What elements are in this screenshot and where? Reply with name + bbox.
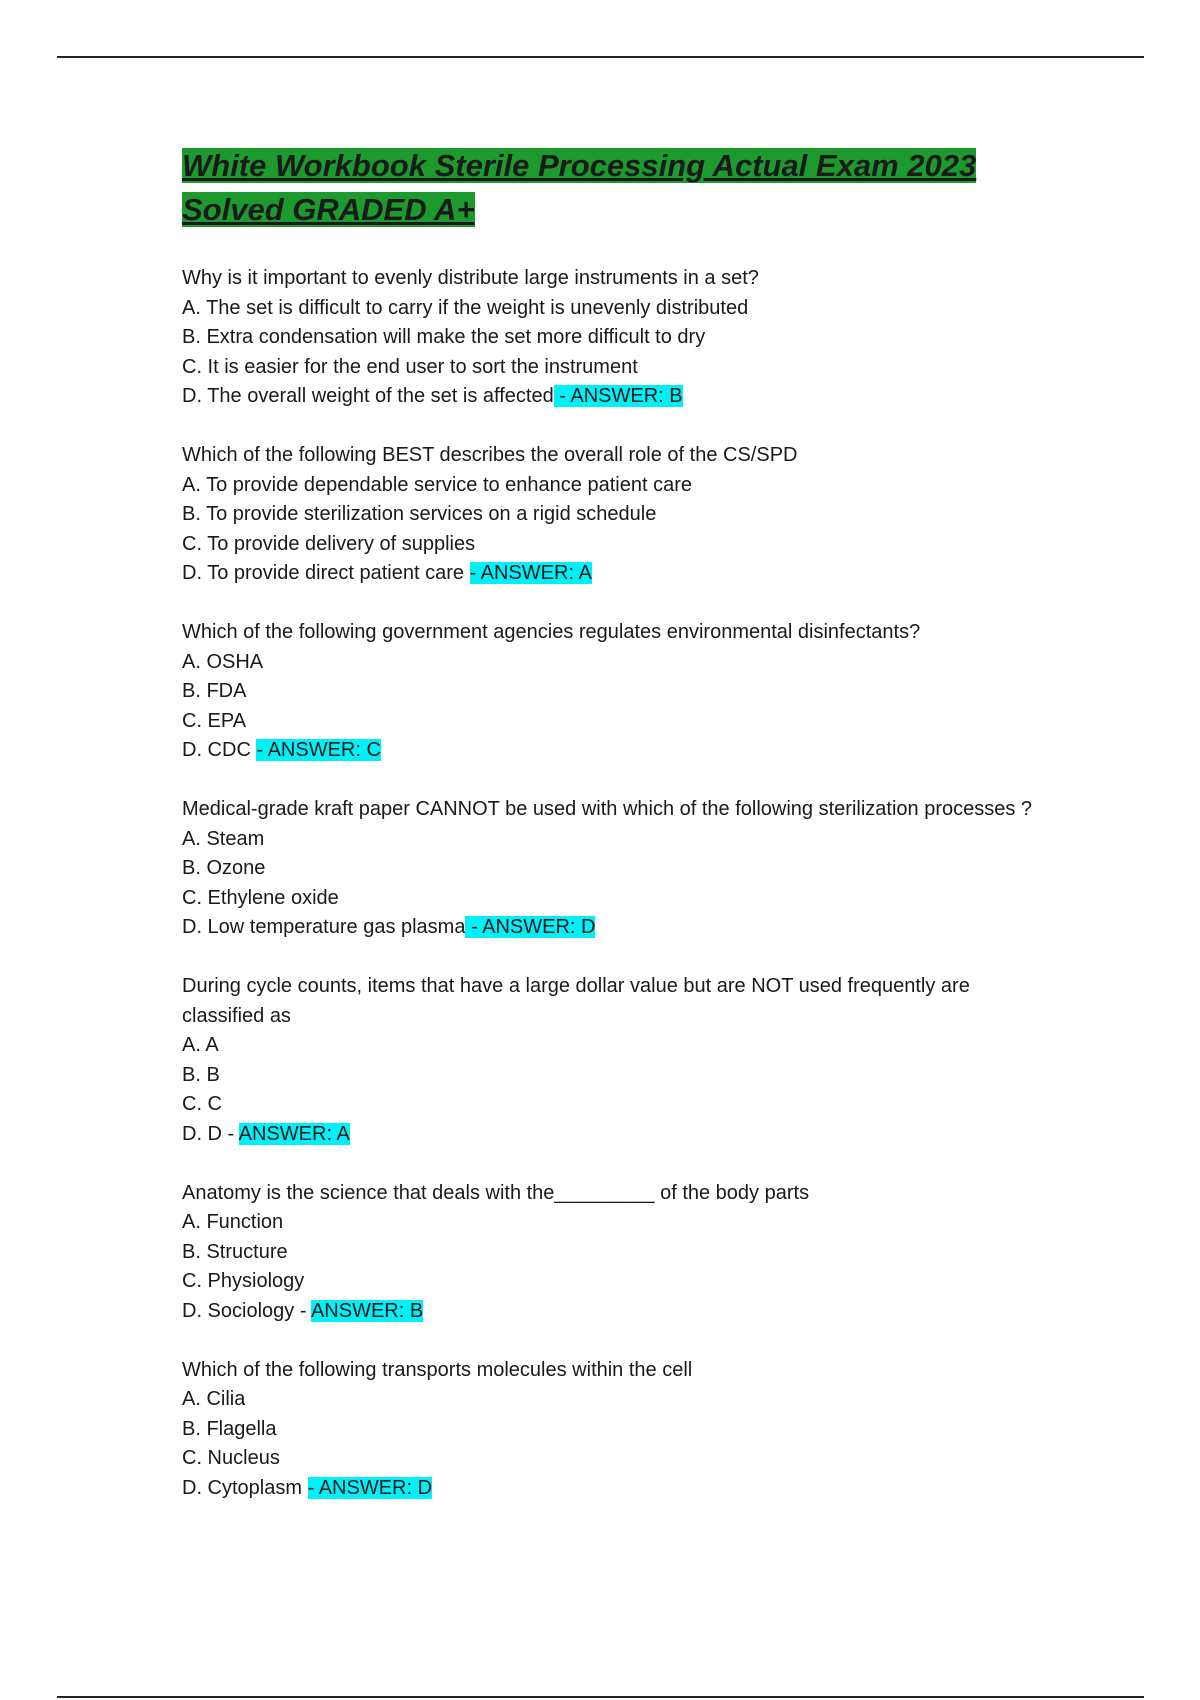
answer-highlight: - ANSWER: D xyxy=(465,916,596,938)
option-d: D. The overall weight of the set is affected xyxy=(182,385,554,407)
option-a: A. Cilia xyxy=(182,1388,246,1410)
option-d-line xyxy=(182,736,1042,766)
question-text: Which of the following BEST describes the overall role of the CS/SPD xyxy=(182,444,798,466)
option-a: A. Function xyxy=(182,1211,284,1233)
document-title-text: White Workbook Sterile Processing Actual Exam 2023 Solved GRADED A+ xyxy=(182,148,977,227)
option-d-line xyxy=(182,382,1042,412)
footer-rule xyxy=(57,1696,1144,1698)
question-item xyxy=(182,441,1042,589)
answer-highlight: - ANSWER: C xyxy=(256,739,381,761)
option-b: B. Flagella xyxy=(182,1417,277,1440)
option-d: D. Cytoplasm xyxy=(182,1476,308,1499)
question-text: Which of the following government agencies regulates environmental disinfectants? xyxy=(182,621,921,643)
option-c: C. To provide delivery of supplies xyxy=(182,532,476,555)
option-b: B. Structure xyxy=(182,1240,288,1263)
question-list xyxy=(182,264,1042,1533)
answer-highlight: ANSWER: A xyxy=(238,1122,350,1145)
option-c: C. Nucleus xyxy=(182,1447,280,1469)
option-a: A. To provide dependable service to enhance patient care xyxy=(182,473,692,496)
question-item xyxy=(182,972,1042,1149)
answer-highlight: - ANSWER: B xyxy=(553,385,683,407)
question-item xyxy=(182,1179,1042,1327)
document-title xyxy=(182,144,1012,232)
option-b: B. FDA xyxy=(182,680,247,702)
option-d: D. D - xyxy=(182,1122,239,1145)
option-b: B. Ozone xyxy=(182,857,266,879)
question-text: Why is it important to evenly distribute large instruments in a set? xyxy=(182,267,759,289)
option-b: B. B xyxy=(182,1063,220,1086)
option-c: C. Ethylene oxide xyxy=(182,886,339,909)
question-text: Anatomy is the science that deals with the_________ of the body parts xyxy=(182,1181,810,1204)
answer-highlight: - ANSWER: D xyxy=(307,1476,433,1499)
option-d-line xyxy=(182,913,1042,943)
option-d: D. Sociology - xyxy=(182,1299,311,1322)
question-text: Medical-grade kraft paper CANNOT be used with which of the following sterilization processes ? xyxy=(182,798,1033,820)
option-d: D. To provide direct patient care xyxy=(182,562,470,584)
question-item xyxy=(182,795,1042,943)
option-c: C. Physiology xyxy=(182,1270,305,1292)
option-d-line xyxy=(182,1120,1042,1150)
option-d: D. Low temperature gas plasma xyxy=(182,916,466,938)
answer-highlight: - ANSWER: A xyxy=(469,562,592,584)
option-c: C. It is easier for the end user to sort the instrument xyxy=(182,355,638,378)
question-text: Which of the following transports molecules within the cell xyxy=(182,1358,693,1381)
option-a: A. The set is difficult to carry if the weight is unevenly distributed xyxy=(182,296,749,319)
option-d-line xyxy=(182,1297,1042,1327)
option-b: B. To provide sterilization services on a rigid schedule xyxy=(182,503,657,525)
option-d: D. CDC xyxy=(182,739,257,761)
answer-highlight: ANSWER: B xyxy=(310,1299,424,1322)
question-item xyxy=(182,1356,1042,1504)
question-text: During cycle counts, items that have a large dollar value but are NOT used frequently are classified as xyxy=(182,975,976,1027)
option-d-line xyxy=(182,1474,1042,1504)
option-a: A. OSHA xyxy=(182,650,264,673)
option-a: A. A xyxy=(182,1034,219,1056)
option-d-line xyxy=(182,559,1042,589)
question-item xyxy=(182,264,1042,412)
option-b: B. Extra condensation will make the set more difficult to dry xyxy=(182,326,706,348)
header-rule xyxy=(57,56,1144,58)
option-c: C. C xyxy=(182,1093,222,1115)
option-a: A. Steam xyxy=(182,827,265,850)
question-item xyxy=(182,618,1042,766)
option-c: C. EPA xyxy=(182,709,247,732)
